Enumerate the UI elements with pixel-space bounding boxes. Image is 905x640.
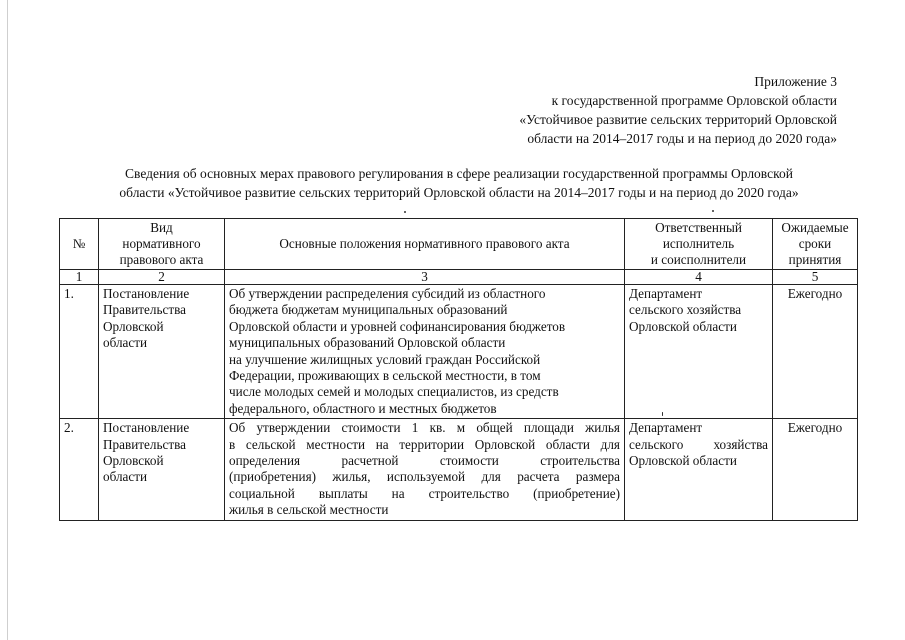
scan-speck xyxy=(404,211,406,213)
appendix-line-4: области на 2014–2017 годы и на период до 2020 года» xyxy=(527,131,837,146)
table-header-row xyxy=(60,219,858,270)
column-number: 3 xyxy=(225,270,625,285)
responsible-executor: Департамент сельского хозяйства Орловской области xyxy=(625,285,773,419)
page-edge xyxy=(7,0,8,640)
act-provisions: Об утверждении распределения субсидий из областного бюджета бюджетам муниципальных образований Орловской области и уровней софинансирования бюджетов муниципальных образований Орловской области на улучшение жилищных условий граждан Российской Федерации, проживающих в сельской местности, в том числе молодых семей и молодых специалистов, из средств федерального, областного и местных бюджетов xyxy=(225,285,625,419)
header-executor: Ответственный исполнитель и соисполнители xyxy=(625,219,773,270)
heading-line-1: Сведения об основных мерах правового регулирования в сфере реализации государственной программы Орловской xyxy=(125,166,793,181)
responsible-executor: Департамент сельского хозяйства Орловской области xyxy=(625,419,773,520)
scan-speck xyxy=(712,210,714,212)
table-row xyxy=(60,419,858,520)
row-number: 2. xyxy=(60,419,99,520)
header-no: № xyxy=(60,219,99,270)
header-act-type: Вид нормативного правового акта xyxy=(99,219,225,270)
appendix-caption xyxy=(357,72,837,148)
column-number: 5 xyxy=(773,270,858,285)
appendix-title: Приложение 3 xyxy=(754,74,837,89)
expected-term: Ежегодно xyxy=(773,419,858,520)
column-number-row xyxy=(60,270,858,285)
expected-term: Ежегодно xyxy=(773,285,858,419)
heading-line-2: области «Устойчивое развитие сельских территорий Орловской области на 2014–2017 годы и на период до 2020 года» xyxy=(119,185,799,200)
act-type: Постановление Правительства Орловской области xyxy=(99,285,225,419)
header-due: Ожидаемые сроки принятия xyxy=(773,219,858,270)
column-number: 4 xyxy=(625,270,773,285)
appendix-line-2: к государственной программе Орловской области xyxy=(551,93,837,108)
row-number: 1. xyxy=(60,285,99,419)
act-provisions: Об утверждении стоимости 1 кв. м общей площади жилья в сельской местности на территории Орловской области для определения расчетной стоимости строительства (приобретения) жилья, используемой для расчета размера социальной выплаты на строительство (приобретение) жилья в сельской местности xyxy=(225,419,625,520)
header-provisions: Основные положения нормативного правового акта xyxy=(225,219,625,270)
column-number: 1 xyxy=(60,270,99,285)
act-type: Постановление Правительства Орловской области xyxy=(99,419,225,520)
column-number: 2 xyxy=(99,270,225,285)
measures-table xyxy=(59,218,858,521)
appendix-line-3: «Устойчивое развитие сельских территорий Орловской xyxy=(519,112,837,127)
table-row xyxy=(60,285,858,419)
document-heading xyxy=(60,164,858,202)
